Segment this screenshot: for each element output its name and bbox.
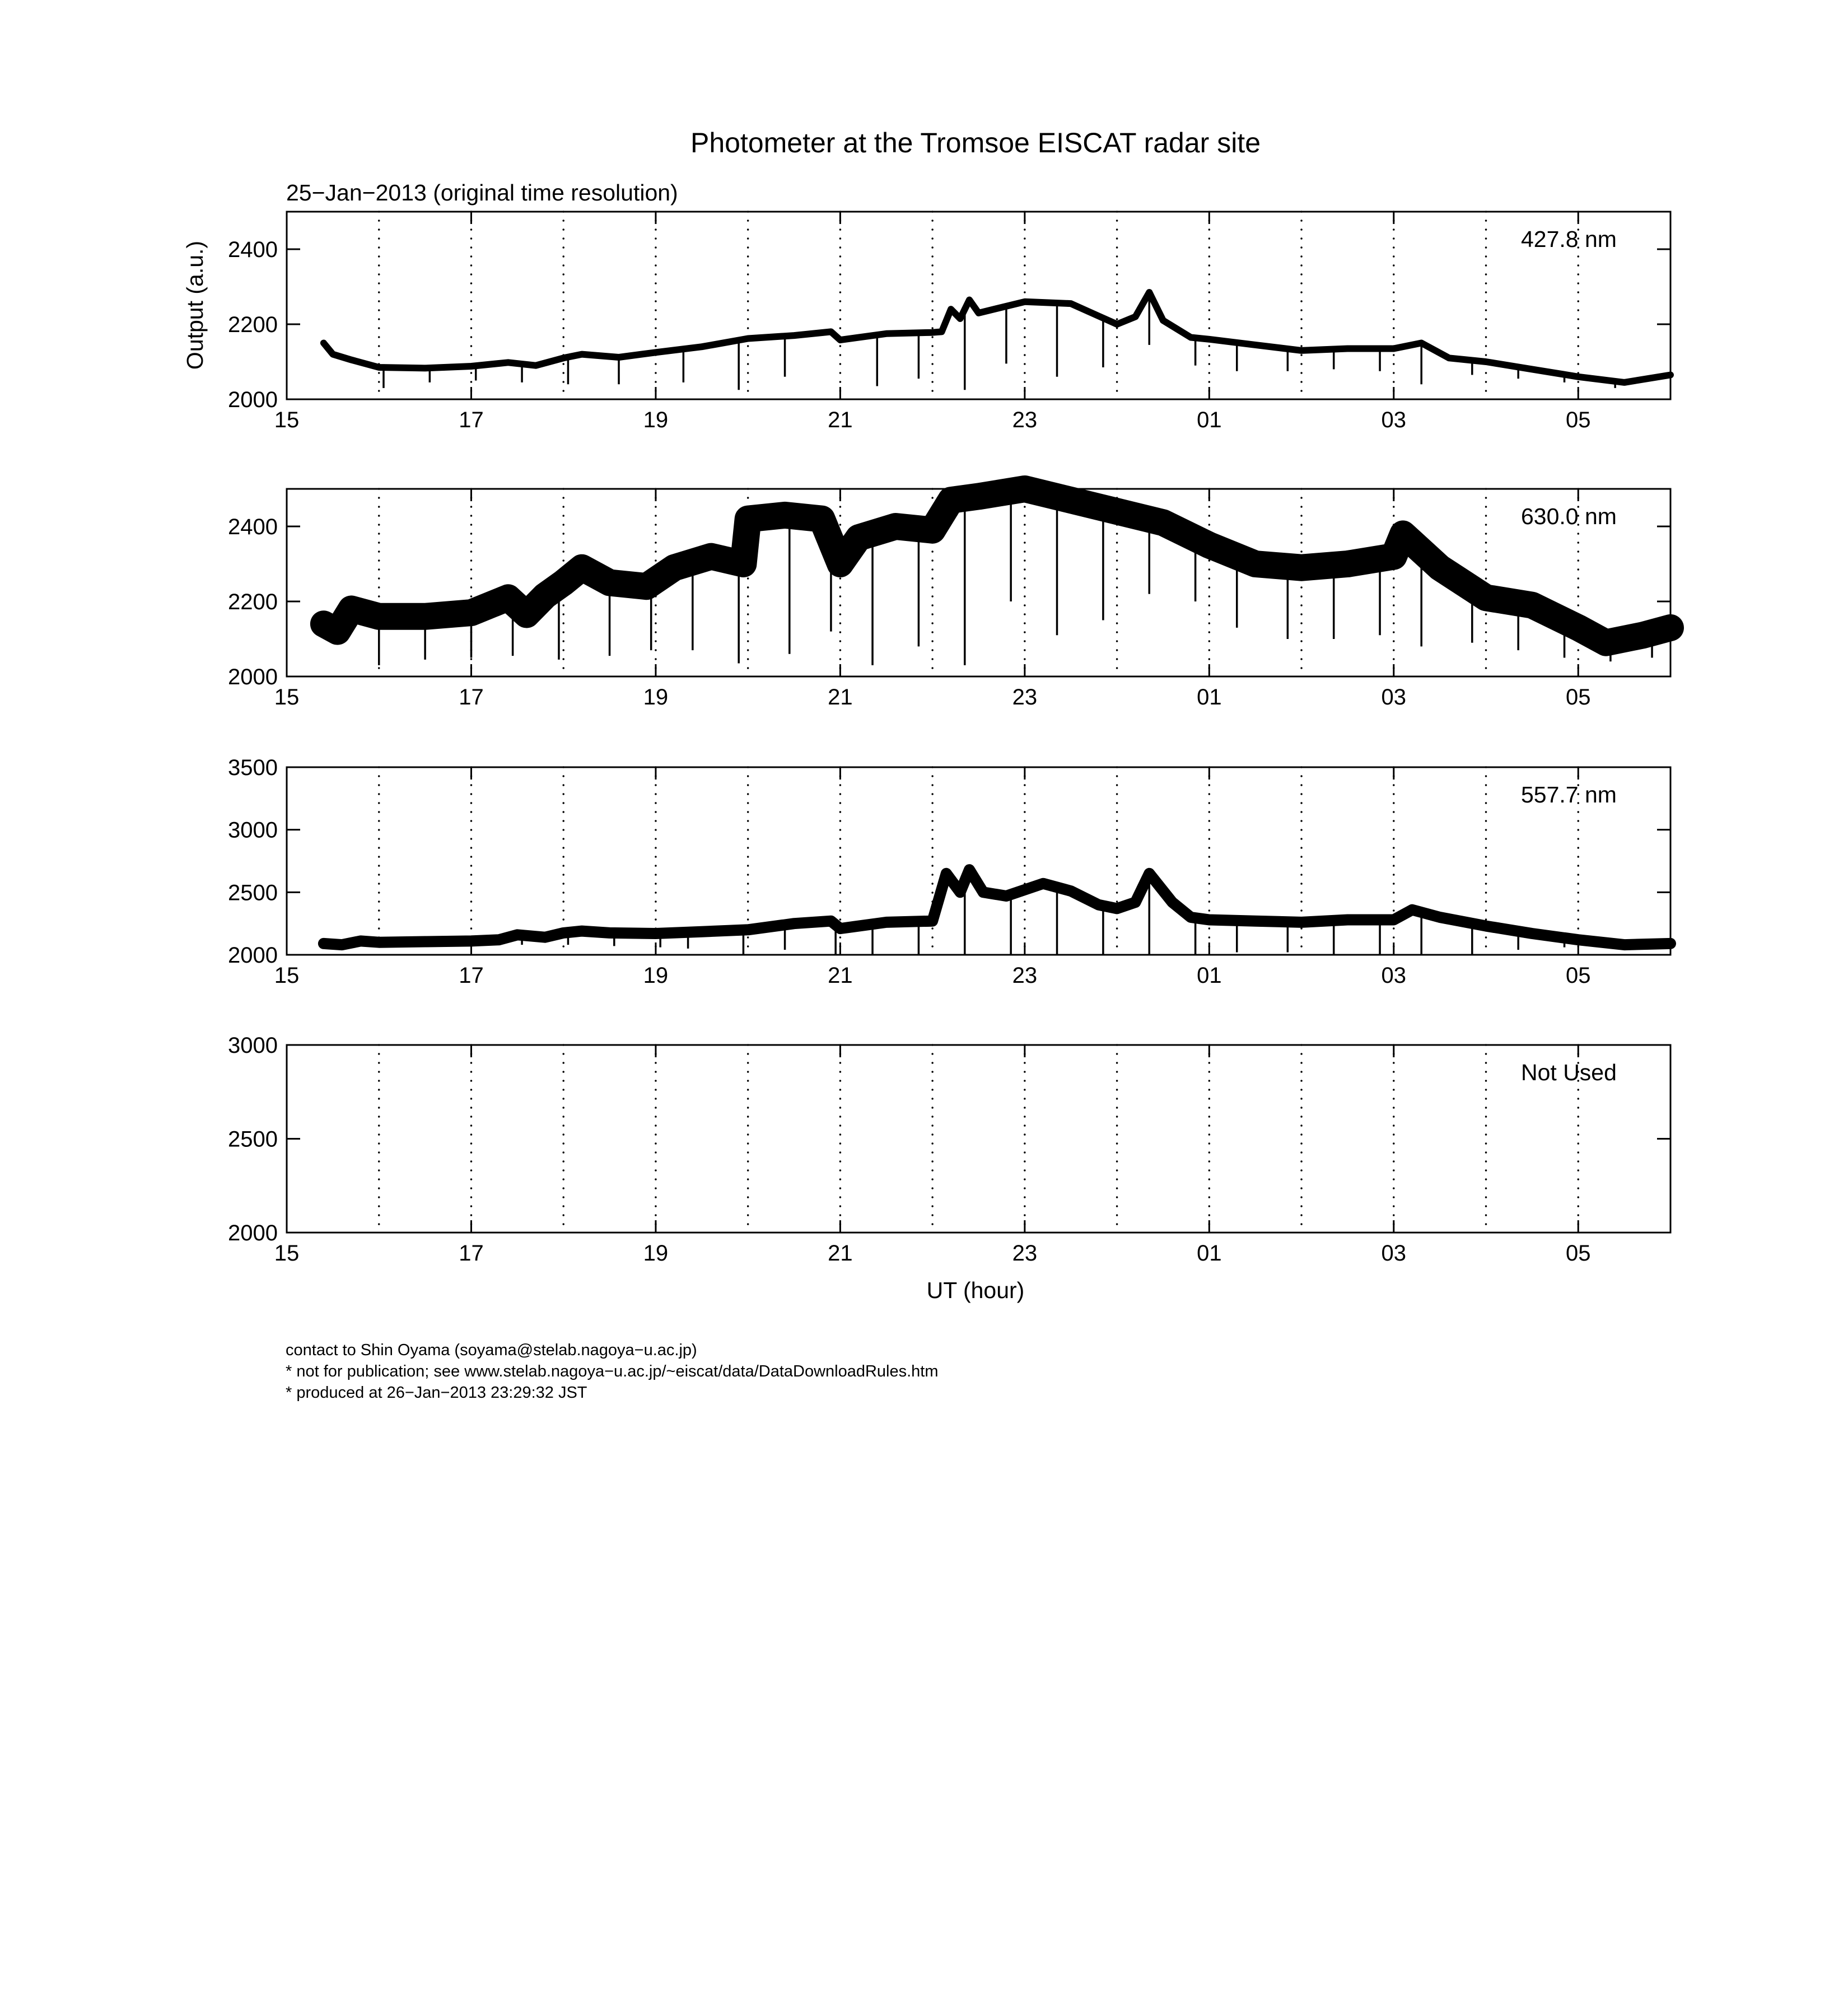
x-tick-label: 21 — [828, 685, 853, 710]
x-tick-label: 01 — [1197, 963, 1222, 988]
chart-subtitle: 25−Jan−2013 (original time resolution) — [286, 180, 678, 206]
series-band — [324, 489, 1670, 643]
x-tick-label: 19 — [643, 1241, 669, 1266]
y-tick-label: 2500 — [228, 880, 278, 906]
x-tick-label: 17 — [459, 963, 484, 988]
y-tick-label: 3000 — [228, 1033, 278, 1058]
chart-title: Photometer at the Tromsoe EISCAT radar site — [690, 127, 1261, 158]
x-tick-label: 23 — [1012, 963, 1038, 988]
x-tick-label: 03 — [1381, 408, 1407, 432]
series-band — [324, 870, 1670, 945]
y-tick-label: 2400 — [228, 515, 278, 539]
panel-427-8nm — [228, 212, 1670, 432]
x-tick-label: 21 — [828, 1241, 853, 1266]
x-tick-label: 21 — [828, 408, 853, 432]
x-tick-label: 15 — [274, 963, 300, 988]
x-tick-label: 23 — [1012, 408, 1038, 432]
panel-not-used — [228, 1033, 1670, 1266]
footer-notes — [286, 1340, 939, 1403]
x-tick-label: 01 — [1197, 1241, 1222, 1266]
y-axis-label: Output (a.u.) — [182, 240, 208, 370]
y-tick-label: 2000 — [228, 388, 278, 412]
x-tick-label: 05 — [1566, 685, 1591, 710]
x-tick-label: 15 — [274, 1241, 300, 1266]
channel-label-557-7-nm: 557.7 nm — [1521, 782, 1617, 808]
x-tick-label: 05 — [1566, 408, 1591, 432]
y-tick-label: 2400 — [228, 237, 278, 262]
y-tick-label: 2200 — [228, 590, 278, 614]
channel-label-427-8-nm: 427.8 nm — [1521, 226, 1617, 252]
x-tick-label: 19 — [643, 685, 669, 710]
y-tick-label: 2000 — [228, 943, 278, 968]
panel-557-7nm — [228, 755, 1670, 988]
x-tick-label: 01 — [1197, 685, 1222, 710]
footer-contact: contact to Shin Oyama (soyama@stelab.nagoya−u.ac.jp) — [286, 1341, 697, 1359]
x-tick-label: 15 — [274, 408, 300, 432]
x-tick-label: 03 — [1381, 685, 1407, 710]
axes-frame — [287, 212, 1670, 399]
footer-produced-time: * produced at 26−Jan−2013 23:29:32 JST — [286, 1384, 587, 1402]
x-tick-label: 23 — [1012, 685, 1038, 710]
y-tick-label: 2500 — [228, 1127, 278, 1152]
x-tick-label: 01 — [1197, 408, 1222, 432]
y-tick-label: 3500 — [228, 755, 278, 780]
x-tick-label: 17 — [459, 408, 484, 432]
axes-frame — [287, 1045, 1670, 1233]
x-tick-label: 17 — [459, 1241, 484, 1266]
y-tick-label: 2000 — [228, 1221, 278, 1245]
x-tick-label: 19 — [643, 963, 669, 988]
y-tick-label: 2200 — [228, 312, 278, 337]
channel-label-not-used: Not Used — [1521, 1060, 1617, 1085]
x-tick-label: 19 — [643, 408, 669, 432]
x-tick-label: 05 — [1566, 1241, 1591, 1266]
x-tick-label: 23 — [1012, 1241, 1038, 1266]
x-tick-label: 03 — [1381, 963, 1407, 988]
x-tick-label: 17 — [459, 685, 484, 710]
x-tick-label: 05 — [1566, 963, 1591, 988]
channel-label-630-0-nm: 630.0 nm — [1521, 503, 1617, 529]
x-tick-label: 03 — [1381, 1241, 1407, 1266]
x-axis-label: UT (hour) — [926, 1277, 1025, 1303]
y-tick-label: 2000 — [228, 665, 278, 689]
series-band — [324, 292, 1670, 382]
x-tick-label: 15 — [274, 685, 300, 710]
x-tick-label: 21 — [828, 963, 853, 988]
footer-publication-note: * not for publication; see www.stelab.nagoya−u.ac.jp/~eiscat/data/DataDownloadRules.htm — [286, 1362, 939, 1380]
y-tick-label: 3000 — [228, 818, 278, 843]
panel-630-0nm — [228, 489, 1670, 710]
